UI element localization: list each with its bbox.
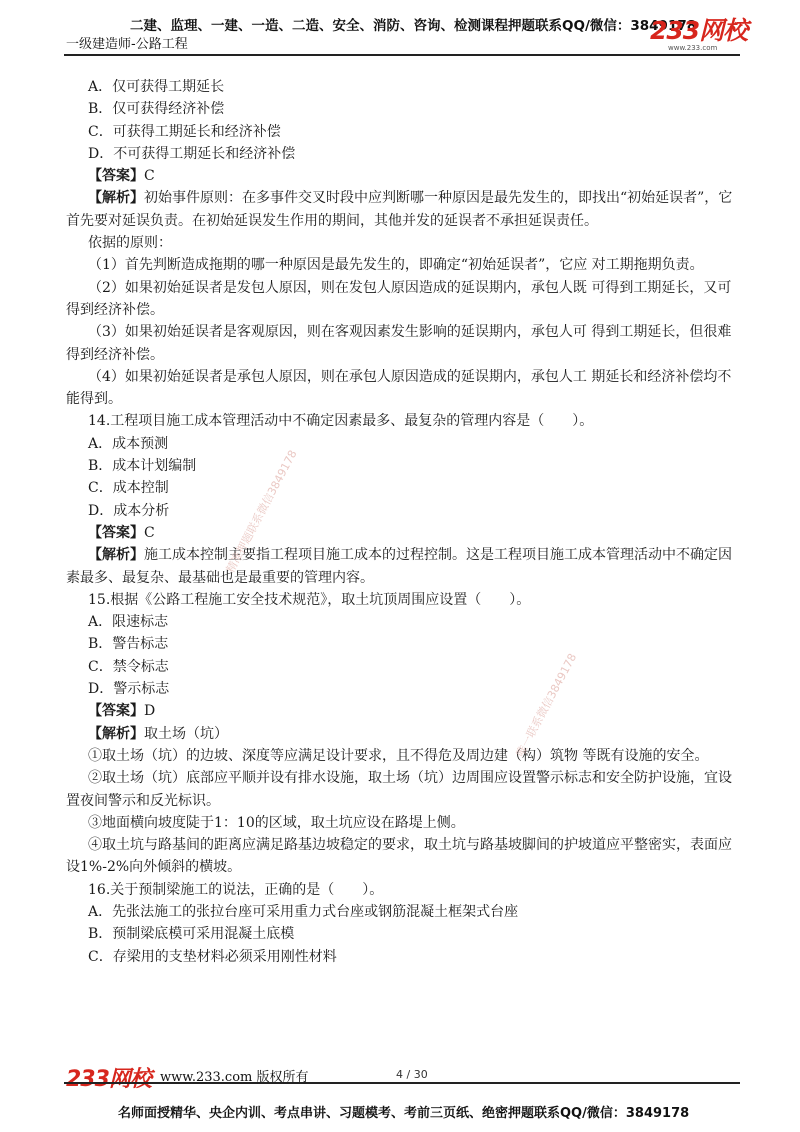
q13-option-b: B．仅可获得经济补偿 bbox=[88, 101, 225, 118]
q14-option-c: C．成本控制 bbox=[88, 480, 169, 497]
q16-option-b: B．预制梁底模可采用混凝土底模 bbox=[88, 926, 295, 943]
q15-point-2: ②取土场（坑）底部应平顺并设有排水设施，取土场（坑）边周围应设置警示标志和安全防护设施，宜设置夜间警示和反光标识。 bbox=[66, 770, 732, 809]
q13-basis: 依据的原则： bbox=[88, 235, 172, 252]
q13-rule-2: （2）如果初始延误者是发包人原因，则在发包人原因造成的延误期内，承包人既 可得到工期延长，又可得到经济补偿。 bbox=[66, 279, 732, 318]
q16-stem: 16.关于预制梁施工的说法，正确的是（ ）。 bbox=[88, 881, 384, 898]
q15-analysis bbox=[66, 723, 738, 745]
q13-option-c: C．可获得工期延长和经济补偿 bbox=[88, 123, 281, 140]
header-subject: 一级建造师-公路工程 bbox=[66, 37, 188, 52]
answer-label: 【答案】 bbox=[88, 524, 144, 541]
q15-point-3: ③地面横向坡度陡于1：10的区域，取土坑应设在路堤上侧。 bbox=[88, 814, 465, 831]
q15-option-a: A．限速标志 bbox=[88, 614, 169, 631]
q15-answer bbox=[66, 700, 738, 722]
footer-logo bbox=[66, 1069, 151, 1091]
footer-copyright: www.233.com 版权所有 bbox=[160, 1070, 309, 1085]
q15-option-d: D．警示标志 bbox=[88, 681, 170, 698]
q13-rule-3: （3）如果初始延误者是客观原因，则在客观因素发生影响的延误期内，承包人可 得到工期延长，但很难得到经济补偿。 bbox=[66, 324, 732, 363]
answer-value: C bbox=[144, 524, 155, 541]
q14-option-d: D．成本分析 bbox=[88, 502, 170, 519]
document-body bbox=[66, 76, 738, 968]
q15-option-c: C．禁令标志 bbox=[88, 658, 169, 675]
watermark-1: 精准押题联系微信3849178 bbox=[223, 447, 300, 576]
header-divider bbox=[64, 54, 740, 56]
q16-option-c: C．存梁用的支垫材料必须采用刚性材料 bbox=[88, 948, 337, 965]
analysis-label: 【解析】 bbox=[88, 725, 144, 742]
analysis-text: 施工成本控制主要指工程项目施工成本的过程控制。这是工程项目施工成本管理活动中不确定因素最多、最复杂、最基础也是最重要的管理内容。 bbox=[66, 547, 732, 586]
q15-point-4: ④取土坑与路基间的距离应满足路基边坡稳定的要求，取土坑与路基坡脚间的护坡道应平整密实，表面应设1%-2%向外倾斜的横坡。 bbox=[66, 837, 732, 876]
footer-logo-text: 233网校 bbox=[66, 1067, 151, 1092]
q14-option-b: B．成本计划编制 bbox=[88, 458, 197, 475]
analysis-label: 【解析】 bbox=[88, 547, 144, 564]
q15-point-1: ①取土场（坑）的边坡、深度等应满足设计要求，且不得危及周边建（构）筑物 等既有设施的安全。 bbox=[88, 747, 709, 764]
q13-option-a: A．仅可获得工期延长 bbox=[88, 79, 225, 95]
q13-rule-1: （1）首先判断造成拖期的哪一种原因是最先发生的，即确定“初始延误者”，它应 对工期拖期负责。 bbox=[88, 257, 704, 274]
q15-stem: 15.根据《公路工程施工安全技术规范》，取土坑顶周围应设置（ ）。 bbox=[88, 591, 531, 608]
q14-option-a: A．成本预测 bbox=[88, 435, 169, 452]
q13-option-d: D．不可获得工期延长和经济补偿 bbox=[88, 145, 296, 162]
answer-label: 【答案】 bbox=[88, 703, 144, 720]
answer-label: 【答案】 bbox=[88, 168, 144, 185]
page-header bbox=[0, 0, 800, 56]
q16-option-a: A．先张法施工的张拉台座可采用重力式台座或钢筋混凝土框架式台座 bbox=[88, 903, 519, 920]
q15-option-b: B．警告标志 bbox=[88, 636, 169, 653]
q13-answer bbox=[66, 165, 738, 187]
answer-value: C bbox=[144, 168, 155, 185]
analysis-text: 初始事件原则：在多事件交叉时段中应判断哪一种原因是最先发生的，即找出“初始延误者”，它首先要对延误负责。在初始延误发生作用的期间，其他并发的延误者不承担延误责任。 bbox=[66, 190, 733, 229]
analysis-label: 【解析】 bbox=[88, 190, 144, 207]
q14-stem: 14.工程项目施工成本管理活动中不确定因素最多、最复杂的管理内容是（ ）。 bbox=[88, 413, 594, 430]
page-number: 4 / 30 bbox=[396, 1068, 428, 1081]
brand-logo-text: 233网校 bbox=[650, 16, 748, 45]
q13-rule-4: （4）如果初始延误者是承包人原因，则在承包人原因造成的延误期内，承包人工 期延长和经济补偿均不能得到。 bbox=[66, 368, 732, 408]
brand-logo bbox=[650, 18, 747, 52]
q13-analysis bbox=[66, 187, 738, 232]
header-promo-text: 二建、监理、一建、一造、二造、安全、消防、咨询、检测课程押题联系QQ/微信：3849178 bbox=[130, 18, 697, 34]
answer-value: D bbox=[144, 703, 156, 720]
brand-logo-url: www.233.com bbox=[668, 44, 718, 52]
watermark-2: 唯一联系微信3849178 bbox=[513, 651, 580, 760]
page-footer bbox=[0, 1062, 800, 1132]
q14-answer bbox=[66, 522, 738, 544]
q14-analysis bbox=[66, 544, 738, 589]
footer-promo-text: 名师面授精华、央企内训、考点串讲、习题模考、考前三页纸、绝密押题联系QQ/微信：3849178 bbox=[118, 1106, 690, 1121]
analysis-text: 取土场（坑） bbox=[144, 725, 228, 742]
footer-divider bbox=[64, 1082, 740, 1084]
